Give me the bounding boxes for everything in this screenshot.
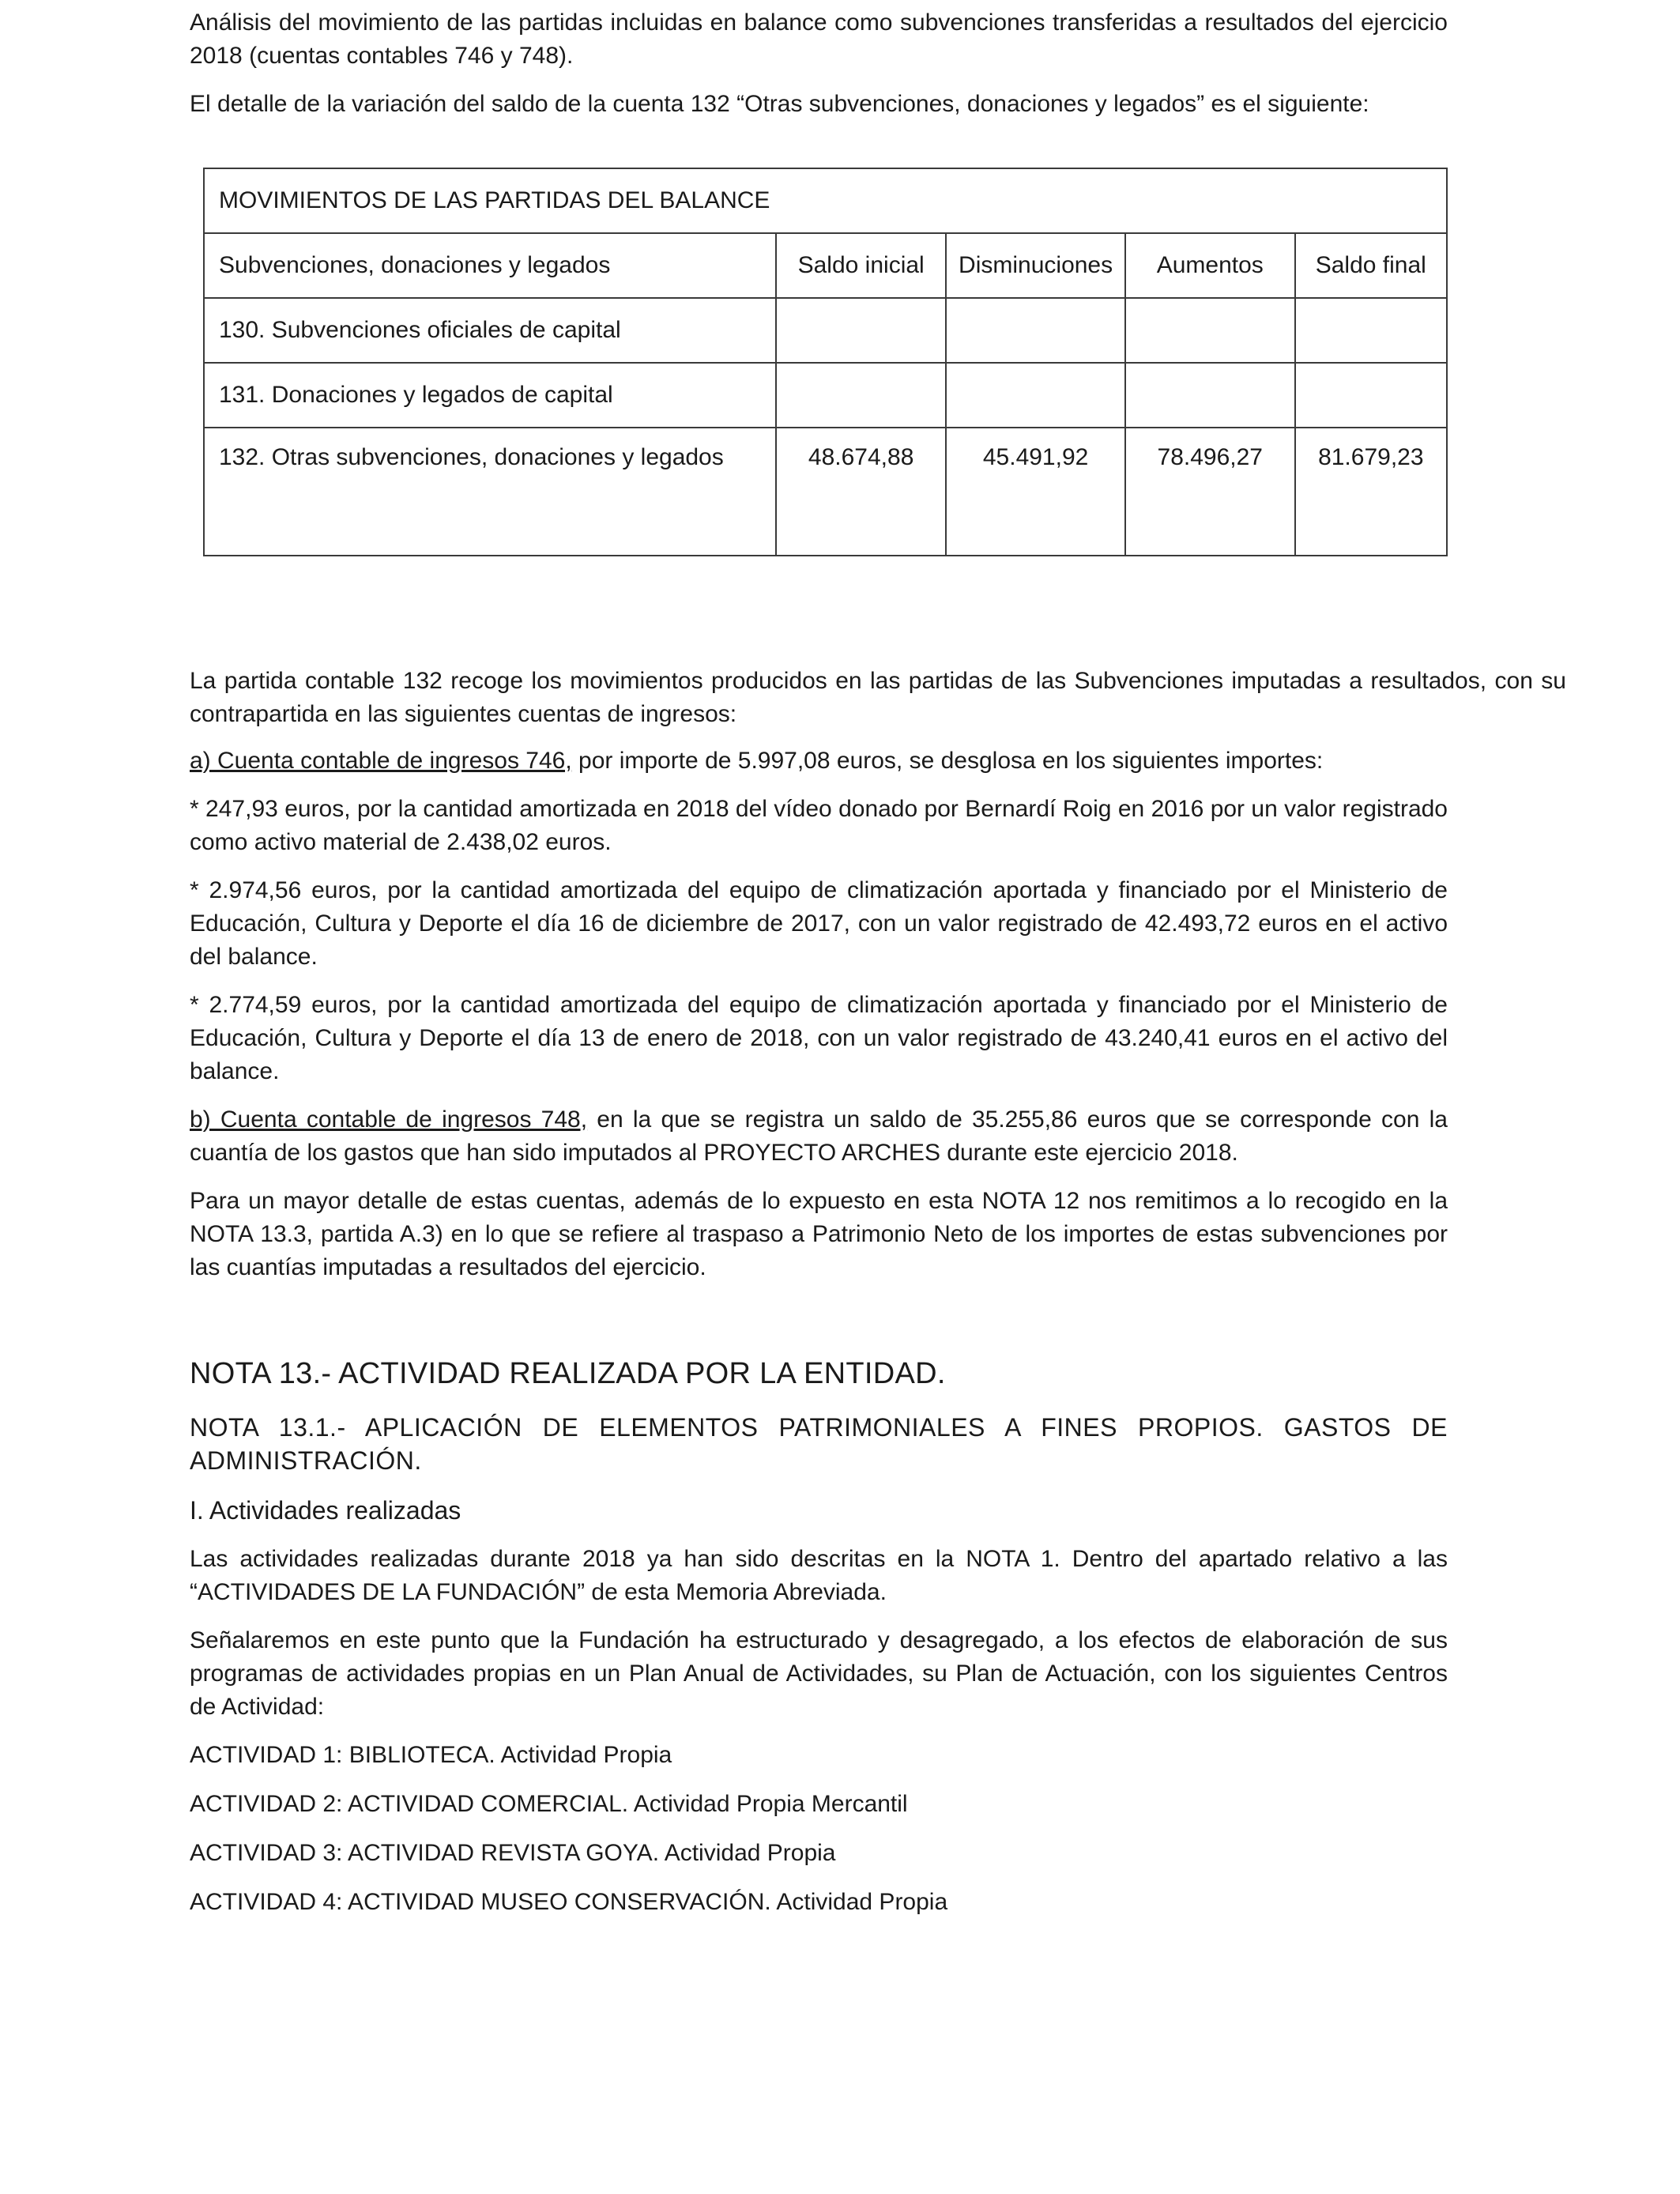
row-label: 130. Subvenciones oficiales de capital	[204, 298, 776, 363]
row-label: 132. Otras subvenciones, donaciones y legados	[204, 428, 776, 556]
header-aumentos: Aumentos	[1125, 233, 1295, 298]
nota-13-1-heading: NOTA 13.1.- APLICACIÓN DE ELEMENTOS PATRIMONIALES A FINES PROPIOS. GASTOS DE ADMINISTRACIÓN.	[190, 1413, 1448, 1475]
cell-disminuciones	[946, 298, 1125, 363]
header-concept: Subvenciones, donaciones y legados	[204, 233, 776, 298]
cuenta-748-text: en la que se registra un saldo de 35.255,86 euros que se corresponde con la cuantía de los gastos que han sido imputados al PROYECTO ARCHES durante este ejercicio 2018.	[190, 1106, 1448, 1166]
cell-saldo-final	[1295, 298, 1447, 363]
table-row	[204, 428, 1447, 556]
paragraph-detalle: Para un mayor detalle de estas cuentas, además de lo expuesto en esta NOTA 12 nos remitimos a lo recogido en la NOTA 13.3, partida A.3) en lo que se refiere al traspaso a Patrimonio Neto de los importes de estas subvenciones por las cuantías imputadas a resultados del ejercicio.	[190, 1188, 1448, 1280]
header-disminuciones: Disminuciones	[946, 233, 1125, 298]
header-saldo-inicial: Saldo inicial	[776, 233, 946, 298]
cell-aumentos	[1125, 298, 1295, 363]
paragraph-cuenta-746	[190, 745, 1448, 778]
paragraph-actividades-1: Las actividades realizadas durante 2018 ya han sido descritas en la NOTA 1. Dentro del apartado relativo a las “ACTIVIDADES DE LA FUNDACIÓN” de esta Memoria Abreviada.	[190, 1546, 1448, 1605]
activity-item: ACTIVIDAD 2: ACTIVIDAD COMERCIAL. Actividad Propia Mercantil	[190, 1791, 908, 1817]
cell-disminuciones: 45.491,92	[946, 428, 1125, 556]
intro-paragraph-detail: El detalle de la variación del saldo de la cuenta 132 “Otras subvenciones, donaciones y legados” es el siguiente:	[190, 91, 1369, 117]
table-title: MOVIMIENTOS DE LAS PARTIDAS DEL BALANCE	[204, 168, 1447, 233]
activity-item: ACTIVIDAD 1: BIBLIOTECA. Actividad Propia	[190, 1742, 672, 1768]
cell-aumentos	[1125, 363, 1295, 428]
row-label: 131. Donaciones y legados de capital	[204, 363, 776, 428]
section-heading-actividades: I. Actividades realizadas	[190, 1496, 461, 1525]
cuenta-748-label: b) Cuenta contable de ingresos 748,	[190, 1106, 588, 1133]
balance-movements-table	[203, 168, 1448, 556]
cell-aumentos: 78.496,27	[1125, 428, 1295, 556]
bullet-item: * 2.974,56 euros, por la cantidad amortizada del equipo de climatización aportada y financiado por el Ministerio de Educación, Cultura y Deporte el día 16 de diciembre de 2017, con un valor registrado de 42.493,72 euros en el activo del balance.	[190, 877, 1448, 970]
header-saldo-final: Saldo final	[1295, 233, 1447, 298]
cell-saldo-inicial	[776, 298, 946, 363]
cell-saldo-final	[1295, 363, 1447, 428]
nota-13-heading: NOTA 13.- ACTIVIDAD REALIZADA POR LA ENTIDAD.	[190, 1357, 946, 1390]
cell-saldo-inicial	[776, 363, 946, 428]
table-row	[204, 363, 1447, 428]
intro-paragraph-analysis: Análisis del movimiento de las partidas incluidas en balance como subvenciones transferidas a resultados del ejercicio 2018 (cuentas contables 746 y 748).	[190, 9, 1448, 69]
table-header-row	[204, 233, 1447, 298]
bullet-item: * 247,93 euros, por la cantidad amortizada en 2018 del vídeo donado por Bernardí Roig en 2016 por un valor registrado como activo material de 2.438,02 euros.	[190, 796, 1448, 855]
paragraph-partida-132: La partida contable 132 recoge los movimientos producidos en las partidas de las Subvenciones imputadas a resultados, con su contrapartida en las siguientes cuentas de ingresos:	[190, 668, 1566, 727]
cuenta-746-text: por importe de 5.997,08 euros, se desglosa en los siguientes importes:	[571, 748, 1324, 774]
bullet-item: * 2.774,59 euros, por la cantidad amortizada del equipo de climatización aportada y financiado por el Ministerio de Educación, Cultura y Deporte el día 13 de enero de 2018, con un valor registrado de 43.240,41 euros en el activo del balance.	[190, 992, 1448, 1084]
cell-disminuciones	[946, 363, 1125, 428]
table-row	[204, 298, 1447, 363]
paragraph-actividades-2: Señalaremos en este punto que la Fundación ha estructurado y desagregado, a los efectos de elaboración de sus programas de actividades propias en un Plan Anual de Actividades, su Plan de Actuación, con los siguientes Centros de Actividad:	[190, 1627, 1448, 1720]
activity-item: ACTIVIDAD 3: ACTIVIDAD REVISTA GOYA. Actividad Propia	[190, 1840, 836, 1866]
cuenta-746-label: a) Cuenta contable de ingresos 746,	[190, 748, 572, 774]
cell-saldo-inicial: 48.674,88	[776, 428, 946, 556]
paragraph-cuenta-748	[190, 1103, 1448, 1170]
activity-item: ACTIVIDAD 4: ACTIVIDAD MUSEO CONSERVACIÓN. Actividad Propia	[190, 1889, 948, 1915]
cell-saldo-final: 81.679,23	[1295, 428, 1447, 556]
